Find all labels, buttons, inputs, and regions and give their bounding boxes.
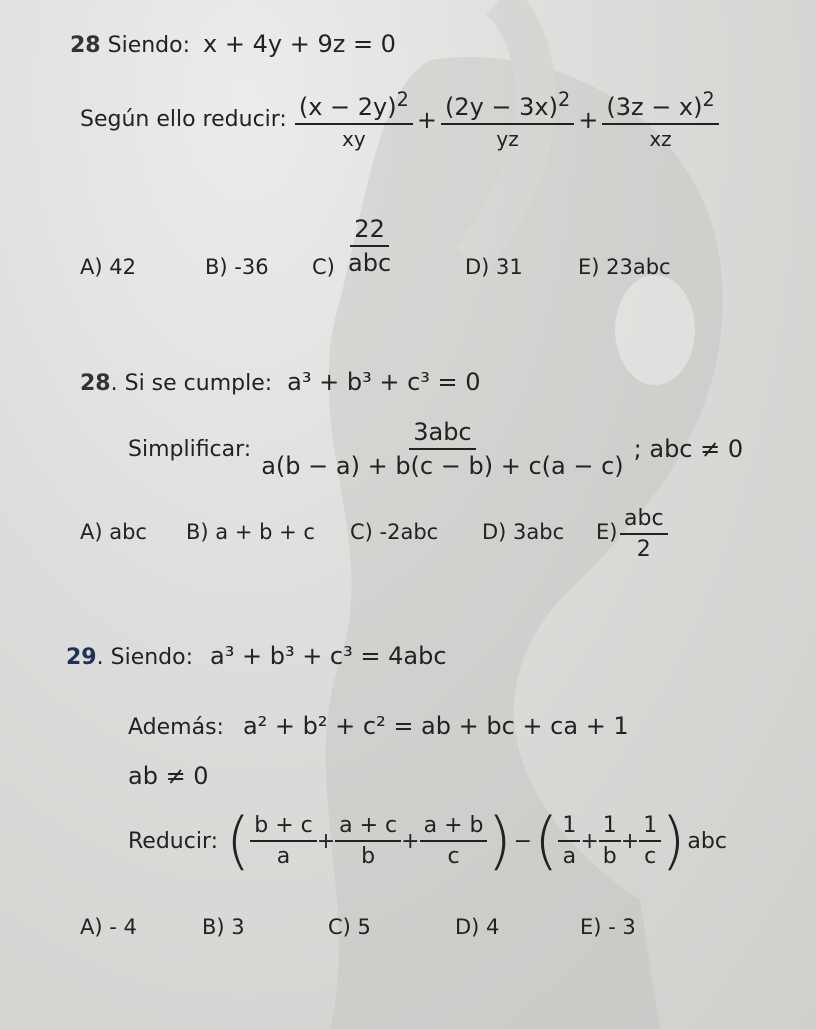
right-parenthesis-2: ) (661, 804, 686, 877)
minus-sign: − (513, 828, 533, 854)
term-2-numerator: (2y − 3x) (444, 93, 558, 121)
option-e-denominator: 2 (636, 537, 651, 562)
option-c-numerator: 22 (350, 215, 389, 247)
problem-3-header (66, 642, 447, 670)
problem-2-condition: a³ + b³ + c³ = 0 (287, 368, 481, 396)
fraction-term-1 (295, 88, 413, 151)
problem-1-number: 28 (70, 33, 101, 58)
group-1-numerator-2: a + c (335, 813, 401, 842)
group-2-numerator-1: 1 (558, 813, 580, 842)
problem-1-header (70, 30, 396, 58)
left-parenthesis-2: ( (534, 804, 559, 877)
problem-3-condition-3: ab ≠ 0 (128, 762, 209, 790)
problem-2-option-e-label: E) (596, 520, 618, 544)
problem-3-option-e: E) - 3 (580, 915, 636, 939)
problem-3-option-d: D) 4 (455, 915, 500, 939)
term-1-denominator: xy (342, 127, 366, 151)
group-1-fraction-1 (250, 813, 316, 869)
plus-sign: + (416, 105, 437, 134)
problem-3-condition-2: a² + b² + c² = ab + bc + ca + 1 (242, 712, 629, 740)
option-e-numerator: abc (620, 506, 668, 535)
problem-1-option-c-fraction (348, 215, 391, 277)
problem-2-intro: . Si se cumple: (110, 371, 273, 396)
problem-3-option-c: C) 5 (328, 915, 371, 939)
group-1-denominator-3: c (447, 844, 460, 869)
term-1-exponent: 2 (396, 88, 409, 111)
problem-3-condition-1: a³ + b³ + c³ = 4abc (210, 642, 447, 670)
group-2-numerator-3: 1 (639, 813, 661, 842)
problem-3-intro: . Siendo: (96, 645, 194, 670)
problem-1-option-d: D) 31 (465, 255, 523, 279)
term-3-numerator: (3z − x) (606, 93, 703, 121)
problem-2-numerator: 3abc (409, 418, 475, 450)
problem-3-option-a: A) - 4 (80, 915, 137, 939)
term-2-denominator: yz (496, 127, 519, 151)
fraction-term-3 (602, 88, 718, 151)
problem-2-option-c: C) -2abc (350, 520, 439, 544)
term-3-denominator: xz (649, 127, 672, 151)
option-c-denominator: abc (348, 249, 392, 277)
group-2-denominator-1: a (562, 844, 577, 869)
problem-2-option-b: B) a + b + c (186, 520, 315, 544)
problem-2-header (80, 368, 481, 396)
group-1-fraction-2 (335, 813, 401, 869)
problem-1-intro: Siendo: (107, 33, 191, 58)
term-3-exponent: 2 (702, 88, 715, 111)
group-1-denominator-2: b (361, 844, 376, 869)
problem-1-equation: x + 4y + 9z = 0 (203, 30, 396, 58)
problem-3-instruction: Reducir: (128, 828, 219, 854)
problem-1-option-e: E) 23abc (578, 255, 671, 279)
group-1-numerator-1: b + c (250, 813, 316, 842)
problem-1-expression (80, 88, 719, 151)
problem-1-option-b: B) -36 (205, 255, 269, 279)
problem-1-instruction: Según ello reducir: (80, 107, 287, 132)
group-2-fraction-3 (639, 813, 661, 869)
group-1-denominator-1: a (276, 844, 291, 869)
problem-2-instruction: Simplificar: (128, 436, 252, 462)
expression-tail: abc (687, 828, 727, 854)
group-2-fraction-2 (599, 813, 621, 869)
group-1-fraction-3 (420, 813, 488, 869)
problem-3-option-b: B) 3 (202, 915, 245, 939)
right-parenthesis: ) (487, 804, 512, 877)
problem-1-option-a: A) 42 (80, 255, 136, 279)
problem-3-expression: Reducir: ( $\frac{b + c}{a}$ + $\frac{a + c}{b}$ + $\frac{a + b}{c}$ ) − ( $\frac{1}{a}$ + $\frac{1}{b}$ + $\frac{1}{c}$ ) abc (128, 804, 727, 877)
group-2-fraction-1 (558, 813, 580, 869)
group-2-denominator-3: c (644, 844, 657, 869)
group-2-numerator-2: 1 (599, 813, 621, 842)
problem-3-number: 29 (66, 645, 97, 670)
problem-2-number: 28 (80, 371, 111, 396)
problem-1-option-c-label: C) (312, 255, 335, 279)
problem-2-restriction: ; abc ≠ 0 (633, 435, 744, 463)
group-2-denominator-2: b (602, 844, 617, 869)
term-2-exponent: 2 (558, 88, 571, 111)
problem-3-ademas-label: Además: (128, 715, 224, 740)
problem-3-ademas-line (128, 712, 629, 740)
fraction-term-2 (441, 88, 574, 151)
problem-2-option-a: A) abc (80, 520, 147, 544)
left-parenthesis: ( (226, 804, 251, 877)
term-1-numerator: (x − 2y) (298, 93, 397, 121)
problem-2-expression (128, 418, 743, 480)
problem-2-fraction (261, 418, 623, 480)
plus-sign: + (578, 105, 599, 134)
problem-2-option-d: D) 3abc (482, 520, 565, 544)
problem-2-denominator: a(b − a) + b(c − b) + c(a − c) (261, 452, 624, 480)
group-1-numerator-3: a + b (420, 813, 488, 842)
problem-2-option-e-fraction (620, 506, 668, 562)
